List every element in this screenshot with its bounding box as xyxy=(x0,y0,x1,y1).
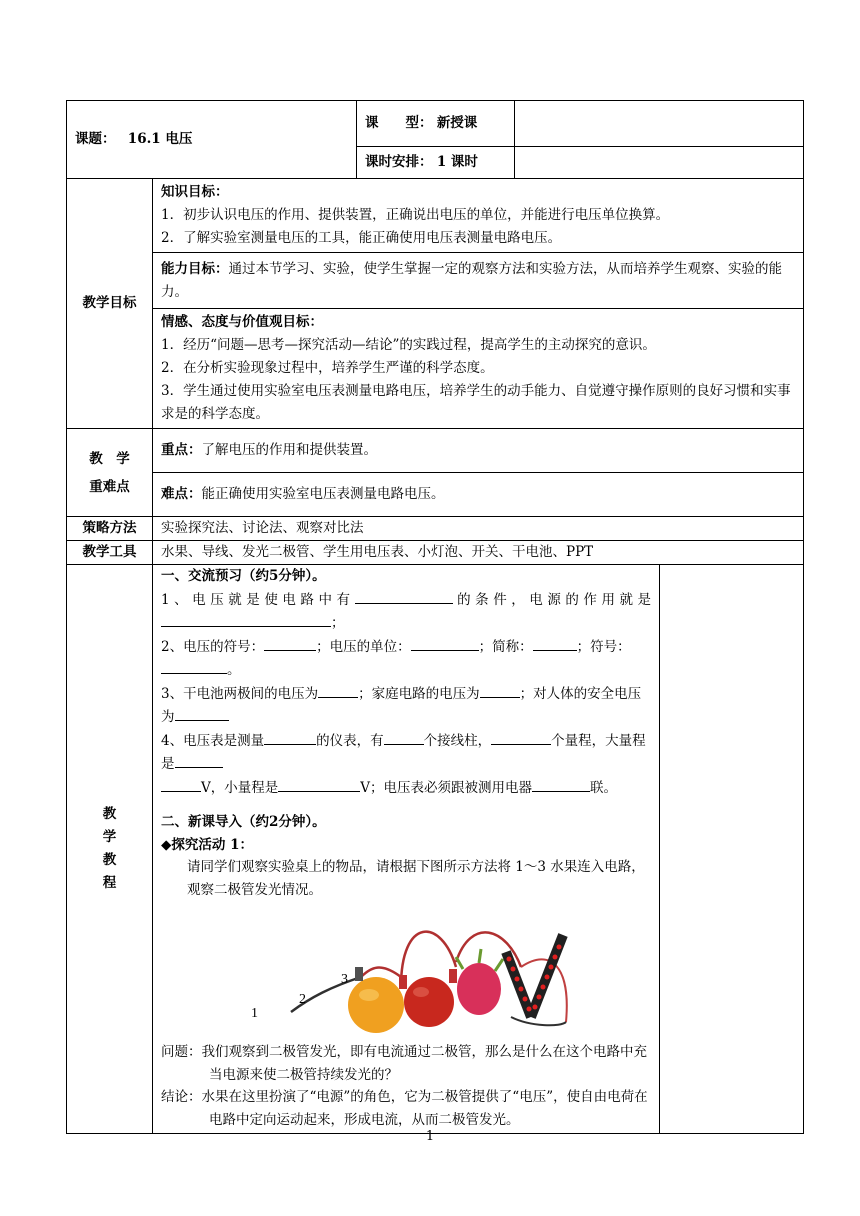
strategy-value: 实验探究法、讨论法、观察对比法 xyxy=(153,517,804,541)
q4-part-a: 4、电压表是测量 xyxy=(161,732,265,749)
q4-part-c: 个接线柱， xyxy=(423,732,492,749)
knowledge-objectives xyxy=(153,179,804,253)
q3-blank-2[interactable] xyxy=(480,682,520,698)
fruit-label-2: 2 xyxy=(299,992,306,1007)
page-number: 1 xyxy=(425,1129,435,1144)
type-label: 课 型： xyxy=(365,115,433,131)
q3-part-c: ；对人体的安全电压为 xyxy=(161,685,642,725)
q3-part-b: ；家庭电路的电压为 xyxy=(358,685,480,702)
q3-blank-3[interactable] xyxy=(175,705,229,721)
question-paragraph xyxy=(161,1041,651,1086)
schedule-cell xyxy=(357,147,515,179)
topic-cell xyxy=(67,101,357,179)
difficult-point-cell xyxy=(153,473,804,517)
fruit-label-1: 1 xyxy=(251,1006,258,1021)
q4-blank-4[interactable] xyxy=(175,752,223,768)
emotion-item-2: 2．在分析实验现象过程中，培养学生严谨的科学态度。 xyxy=(161,360,494,376)
topic-value: 16.1 电压 xyxy=(127,131,193,147)
emotion-item-3: 3．学生通过使用实验室电压表测量电路电压，培养学生的动手能力、自觉遵守操作原则的良好习惯和实事求是的科学态度。 xyxy=(161,383,791,422)
lesson-plan-table xyxy=(66,100,804,1134)
section1-title: 一、交流预习（约5分钟）。 xyxy=(161,568,326,584)
q4-blank-1[interactable] xyxy=(264,729,316,745)
process-label-char-3: 教 xyxy=(102,852,117,868)
knowledge-item-2: 2．了解实验室测量电压的工具，能正确使用电压表测量电路电压。 xyxy=(161,230,562,246)
strategy-label: 策略方法 xyxy=(67,517,153,541)
section2-title: 二、新课导入（约2分钟）。 xyxy=(161,814,326,830)
q4-blank-7[interactable] xyxy=(532,776,590,792)
q2-blank-3[interactable] xyxy=(533,635,577,651)
led-strip xyxy=(506,935,563,1017)
keypoints-label xyxy=(67,429,153,517)
question-4 xyxy=(161,729,651,776)
ability-objectives xyxy=(153,253,804,309)
process-content xyxy=(153,565,660,1134)
process-notes-cell xyxy=(660,565,804,1134)
type-empty-cell xyxy=(515,101,804,147)
conclusion-paragraph xyxy=(161,1086,651,1131)
q2-part-d: ；符号： xyxy=(576,638,631,655)
process-label-char-1: 教 xyxy=(102,806,117,822)
emotion-title: 情感、态度与价值观目标： xyxy=(161,314,323,330)
q3-part-a: 3、干电池两极间的电压为 xyxy=(161,685,319,702)
tools-value: 水果、导线、发光二极管、学生用电压表、小灯泡、开关、干电池、PPT xyxy=(153,541,804,565)
emotion-objectives xyxy=(153,309,804,429)
q2-blank-1[interactable] xyxy=(264,635,316,651)
q4-blank-5[interactable] xyxy=(161,776,201,792)
conclusion-text: 水果在这里扮演了“电源”的角色，它为二极管提供了“电压”，使自由电荷在电路中定向运动起来，形成电流，从而二极管发光。 xyxy=(201,1089,648,1128)
q2-part-e: 。 xyxy=(227,662,241,678)
emotion-item-1: 1．经历“问题—思考—探究活动—结论”的实践过程，提高学生的主动探究的意识。 xyxy=(161,337,656,353)
schedule-empty-cell xyxy=(515,147,804,179)
process-label-char-4: 程 xyxy=(102,875,117,891)
keypoints-label-line2: 重难点 xyxy=(89,478,130,495)
knowledge-item-1: 1．初步认识电压的作用、提供装置，正确说出电压的单位，并能进行电压单位换算。 xyxy=(161,207,670,223)
question-1 xyxy=(161,588,651,635)
q1-part-c: ； xyxy=(331,615,345,631)
activity-text: 请同学们观察实验桌上的物品，请根据下图所示方法将 1～3 水果连入电路，观察二极管发光情况。 xyxy=(187,859,645,898)
type-cell xyxy=(357,101,515,147)
conclusion-label: 结论： xyxy=(161,1089,202,1105)
key-text: 了解电压的作用和提供装置。 xyxy=(201,442,377,458)
fruit-battery-illustration xyxy=(251,907,571,1037)
q4-part-d: 个量程，大量程是 xyxy=(161,732,646,772)
process-label xyxy=(67,565,153,1134)
dragonfruit xyxy=(457,963,501,1015)
objectives-label: 教学目标 xyxy=(67,179,153,429)
orange-fruit xyxy=(348,977,404,1033)
question-2 xyxy=(161,635,651,682)
q4-part-e: V，小量程是 xyxy=(201,779,279,796)
q2-part-c: ；简称： xyxy=(478,638,533,655)
q4-part-g: 联。 xyxy=(590,779,617,796)
q2-blank-2[interactable] xyxy=(411,635,479,651)
q1-part-b: 的条件，电源的作用就是 xyxy=(452,591,652,608)
keypoints-label-line1: 教 学 xyxy=(89,450,130,467)
q1-blank-1[interactable] xyxy=(355,588,453,604)
fruit-label-3: 3 xyxy=(341,972,348,987)
key-title: 重点： xyxy=(161,442,202,458)
q4-part-f: V；电压表必须跟被测用电器 xyxy=(360,779,532,796)
difficult-title: 难点： xyxy=(161,486,202,502)
process-label-char-2: 学 xyxy=(102,829,117,845)
fruit-circuit-image xyxy=(251,907,571,1037)
ability-text: 通过本节学习、实验，使学生掌握一定的观察方法和实验方法，从而培养学生观察、实验的能力。 xyxy=(161,260,782,300)
question-4-cont xyxy=(161,776,651,800)
q2-part-a: 2、电压的符号： xyxy=(161,638,265,655)
q4-blank-2[interactable] xyxy=(384,729,424,745)
type-value: 新授课 xyxy=(436,115,478,131)
q2-part-b: ；电压的单位： xyxy=(316,638,411,655)
q3-blank-1[interactable] xyxy=(318,682,358,698)
key-point-cell xyxy=(153,429,804,473)
pomegranate-fruit xyxy=(404,977,454,1027)
question-3 xyxy=(161,682,651,729)
schedule-value: 1 课时 xyxy=(436,154,478,170)
spacer xyxy=(161,799,651,811)
tools-label: 教学工具 xyxy=(67,541,153,565)
knowledge-title: 知识目标： xyxy=(161,184,229,200)
activity-title: ◆探究活动 1： xyxy=(161,836,253,853)
ability-title: 能力目标： xyxy=(161,260,229,277)
question-label: 问题： xyxy=(161,1044,202,1060)
q1-part-a: 1、电压就是使电路中有 xyxy=(161,591,355,608)
q2-blank-4[interactable] xyxy=(161,658,227,674)
q4-part-b: 的仪表，有 xyxy=(316,732,384,749)
q4-blank-3[interactable] xyxy=(491,729,551,745)
q4-blank-6[interactable] xyxy=(278,776,360,792)
q1-blank-2[interactable] xyxy=(161,611,331,627)
difficult-text: 能正确使用实验室电压表测量电路电压。 xyxy=(201,486,445,502)
schedule-label: 课时安排： xyxy=(365,154,433,170)
question-text: 我们观察到二极管发光，即有电流通过二极管，那么是什么在这个电路中充当电源来使二极管持续发光的？ xyxy=(201,1044,647,1083)
topic-label: 课题： xyxy=(75,131,116,147)
